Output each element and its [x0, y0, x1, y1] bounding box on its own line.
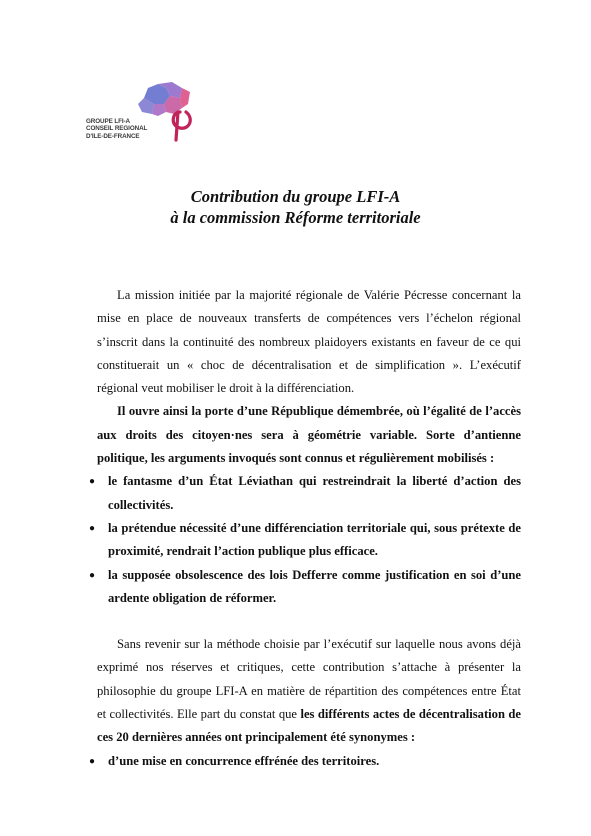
list-item — [89, 517, 521, 564]
list-item-text: la prétendue nécessité d’une différenciation territoriale qui, sous prétexte de proximité, rendrait l’action publique plus efficace. — [108, 520, 521, 559]
logo-line-1: GROUPE LFI-A — [86, 118, 130, 125]
paragraph-2: Il ouvre ainsi la porte d’une République démembrée, où l’égalité de l’accès aux droits des citoyen·nes sera à géométrie variable. Sorte d’antienne politique, les arguments invoqués sont connus et régulièrement mobilisés : — [97, 404, 521, 466]
document-body — [89, 284, 521, 773]
title-line-2: à la commission Réforme territoriale — [170, 208, 421, 227]
bullet-icon: ● — [89, 476, 96, 488]
document-title — [0, 186, 591, 228]
paragraph-3-text: Sans revenir sur la méthode choisie par l’exécutif sur laquelle nous avons déjà exprimé nos réserves et critiques, cette contribution s’attache à présenter la philosophie du groupe LFI-A en matière de répartition des compétences entre État et collectivités. Elle part du constat que — [97, 637, 521, 722]
bullet-icon: ● — [89, 522, 96, 534]
bullet-list-1 — [89, 470, 521, 610]
title-line-1: Contribution du groupe LFI-A — [190, 187, 401, 206]
list-item — [89, 750, 521, 773]
list-item-text: la supposée obsolescence des lois Defferre comme justification en soi d’une ardente obligation de réformer. — [108, 567, 521, 605]
list-item-text: le fantasme d’un État Léviathan qui restreindrait la liberté d’action des collectivités. — [108, 474, 521, 512]
list-item — [89, 470, 521, 517]
logo-line-3: D'ILE-DE-FRANCE — [86, 132, 140, 140]
bullet-list-2 — [89, 750, 521, 773]
list-item — [89, 564, 521, 611]
bullet-icon: ● — [89, 569, 96, 581]
paragraph-3-emphasis: les différents actes de décentralisation de ces 20 dernières années ont principalement été synonymes : — [97, 707, 521, 745]
logo — [86, 82, 206, 152]
paragraph-3 — [97, 633, 521, 749]
logo-line-2: CONSEIL REGIONAL — [86, 125, 148, 133]
bullet-icon: ● — [89, 755, 96, 767]
list-item-text: d’une mise en concurrence effrénée des territoires. — [108, 753, 380, 768]
paragraph-1: La mission initiée par la majorité régionale de Valérie Pécresse concernant la mise en place de nouveaux transferts de compétences vers l’échelon régional s’inscrit dans la continuité des nombreux plaidoyers existants en faveur de ce qui constituerait un « choc de décentralisation et de simplification ». L’exécutif régional veut mobiliser le droit à la différenciation. — [97, 288, 521, 396]
logo-text — [86, 118, 176, 140]
